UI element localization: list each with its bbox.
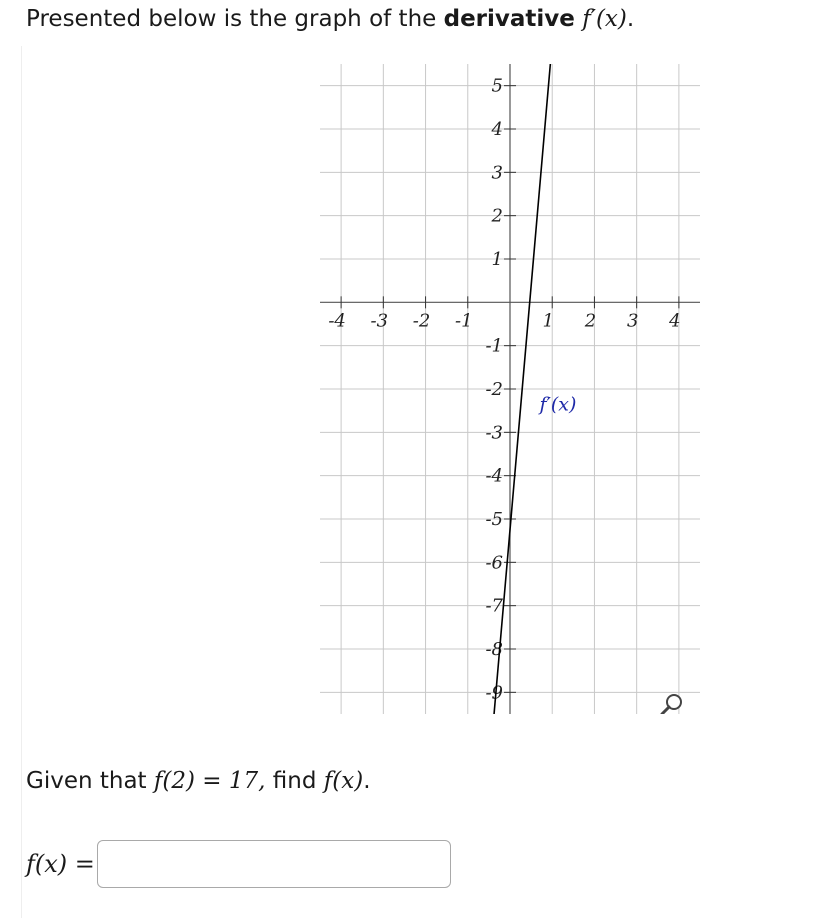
y-tick-label: -2 (485, 379, 503, 400)
y-tick-label: 4 (491, 119, 503, 140)
y-tick-label: -1 (485, 335, 503, 357)
given-end-punct: . (363, 768, 371, 794)
question-intro: Presented below is the graph of the (26, 6, 437, 32)
given-target: f(x) (323, 768, 364, 794)
given-prefix: Given that (26, 768, 147, 794)
y-tick-label: -9 (485, 682, 503, 704)
x-tick-label: 3 (626, 310, 639, 332)
question-text (26, 6, 634, 32)
answer-label: f(x) = (26, 850, 95, 878)
answer-input[interactable] (97, 840, 451, 888)
y-tick-label: 3 (491, 162, 503, 184)
x-tick-label: -3 (370, 310, 389, 332)
x-tick-label: 2 (584, 310, 597, 332)
y-tick-label: 5 (491, 75, 503, 97)
y-tick-label: -6 (485, 552, 503, 574)
x-tick-label: -4 (328, 310, 346, 332)
y-tick-label: -5 (485, 509, 503, 530)
x-tick-label: 4 (669, 310, 681, 332)
y-tick-label: -7 (485, 595, 503, 617)
given-text (26, 768, 371, 794)
derivative-graph (320, 64, 700, 714)
magnifier-icon[interactable] (662, 695, 681, 714)
question-function-label: f′(x) (582, 6, 627, 32)
question-end-punct: . (626, 6, 635, 32)
question-bold-word: derivative (443, 6, 575, 32)
given-find-word: find (272, 768, 317, 794)
y-tick-label: -4 (485, 465, 503, 487)
y-tick-label: -3 (485, 422, 503, 444)
y-tick-label: 1 (491, 249, 503, 270)
answer-row (26, 838, 451, 890)
y-tick-label: -8 (485, 639, 503, 660)
x-tick-label: -2 (412, 310, 431, 332)
curve-label: f′(x) (539, 393, 577, 416)
x-tick-label: 1 (542, 310, 554, 332)
x-tick-label: -1 (455, 310, 473, 332)
magnifier-handle (662, 707, 669, 714)
given-condition: f(2) = 17, (153, 768, 266, 794)
y-tick-label: 2 (491, 205, 503, 227)
panel-border (21, 46, 22, 918)
